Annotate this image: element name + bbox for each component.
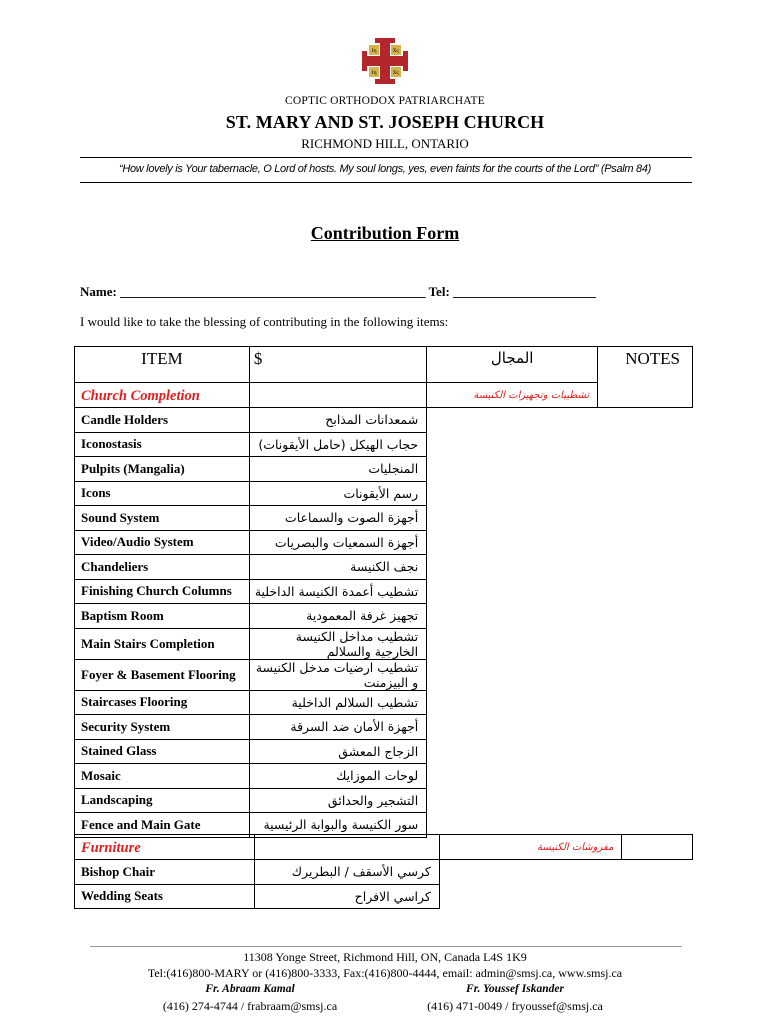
item-label: Chandeliers	[75, 555, 250, 580]
table-row	[75, 739, 693, 764]
item-label: Bishop Chair	[75, 860, 255, 885]
item-label-ar: كراسي الافراح	[255, 884, 440, 909]
item-label-ar: تشطيب أعمدة الكنيسة الداخلية	[249, 579, 426, 604]
table-row	[75, 555, 693, 580]
item-label: Candle Holders	[75, 408, 250, 433]
section-row	[75, 835, 693, 860]
name-tel-field[interactable]: Name: _______________________________________________ Tel: ______________________	[80, 284, 597, 299]
item-label: Foyer & Basement Flooring	[75, 659, 250, 690]
church-name: ST. MARY AND ST. JOSEPH CHURCH	[225, 112, 545, 132]
table-row	[75, 604, 693, 629]
item-label-ar: التشجير والحدائق	[249, 788, 426, 813]
section-title: Furniture	[75, 835, 255, 860]
table-row	[75, 579, 693, 604]
item-label-ar: كرسي الأسقف / البطريرك	[255, 860, 440, 885]
item-label: Fence and Main Gate	[75, 813, 250, 838]
item-label-ar: حجاب الهيكل (حامل الأيقونات)	[249, 432, 426, 457]
item-label: Pulpits (Mangalia)	[75, 457, 250, 482]
amount-cell[interactable]	[249, 383, 426, 408]
svg-text:Ιη: Ιη	[371, 70, 377, 76]
header-arabic: المجال	[427, 347, 598, 383]
header-dollar: $	[249, 347, 426, 383]
footer-address: 11308 Yonge Street, Richmond Hill, ON, Canada L4S 1K9	[243, 950, 527, 964]
header-item: ITEM	[75, 347, 250, 383]
item-label-ar: شمعدانات المذابح	[249, 408, 426, 433]
church-location: RICHMOND HILL, ONTARIO	[301, 136, 469, 151]
item-label: Staircases Flooring	[75, 690, 250, 715]
table-row	[75, 884, 693, 909]
patriarchate-heading: COPTIC ORTHODOX PATRIARCHATE	[284, 95, 485, 107]
header-divider-bottom	[80, 182, 692, 183]
psalm-quote: “How lovely is Your tabernacle, O Lord of hosts. My soul longs, yes, even faints for the courts of the Lord” (Psalm 84)	[118, 163, 652, 175]
footer-contact: Tel:(416)800-MARY or (416)800-3333, Fax:(416)800-4444, email: admin@smsj.ca, www.smsj.ca	[147, 966, 623, 980]
coptic-cross-logo	[361, 37, 409, 85]
table-row	[75, 530, 693, 555]
table-header-row	[75, 347, 693, 383]
footer-divider	[90, 946, 682, 947]
item-label: Video/Audio System	[75, 530, 250, 555]
contribution-table-furniture	[74, 834, 693, 909]
table-row	[75, 506, 693, 531]
svg-text:Χς: Χς	[392, 48, 400, 54]
svg-text:Χς: Χς	[392, 70, 400, 76]
item-label-ar: أجهزة السمعيات والبصريات	[249, 530, 426, 555]
table-row	[75, 715, 693, 740]
section-title-ar: مفروشات الكنيسة	[439, 835, 622, 860]
priest-name-2: Fr. Youssef Iskander	[466, 983, 564, 995]
item-label: Security System	[75, 715, 250, 740]
item-label: Landscaping	[75, 788, 250, 813]
item-label-ar: تجهيز غرفة المعمودية	[249, 604, 426, 629]
section-title: Church Completion	[75, 383, 250, 408]
item-label-ar: لوحات الموزايك	[249, 764, 426, 789]
item-label: Wedding Seats	[75, 884, 255, 909]
table-row	[75, 788, 693, 813]
item-label: Finishing Church Columns	[75, 579, 250, 604]
item-label-ar: نجف الكنيسة	[249, 555, 426, 580]
item-label-ar: المنجليات	[249, 457, 426, 482]
notes-cell[interactable]	[622, 835, 693, 860]
header-divider-top	[80, 157, 692, 158]
amount-cell[interactable]	[255, 835, 440, 860]
priest-contact-1: (416) 274-4744 / frabraam@smsj.ca	[162, 999, 338, 1013]
item-label: Iconostasis	[75, 432, 250, 457]
contribution-table-church	[74, 346, 693, 838]
table-row	[75, 659, 693, 690]
item-label-ar: تشطيب السلالم الداخلية	[249, 690, 426, 715]
item-label-ar: تشطيب ارضيات مدخل الكنيسة و البيزمنت	[249, 659, 426, 690]
table-row	[75, 860, 693, 885]
table-row	[75, 457, 693, 482]
form-title: Contribution Form	[310, 223, 460, 243]
table-row	[75, 628, 693, 659]
item-label: Baptism Room	[75, 604, 250, 629]
table-row	[75, 432, 693, 457]
svg-text:Ιη: Ιη	[371, 48, 377, 54]
priest-name-1: Fr. Abraam Kamal	[205, 983, 295, 995]
priest-contact-2: (416) 471-0049 / fryoussef@smsj.ca	[427, 999, 603, 1013]
header-notes[interactable]: NOTES	[598, 347, 693, 408]
item-label: Icons	[75, 481, 250, 506]
item-label: Main Stairs Completion	[75, 628, 250, 659]
item-label-ar: أجهزة الأمان ضد السرقة	[249, 715, 426, 740]
section-title-ar: تشطيبات وتجهيزات الكنيسة	[427, 383, 598, 408]
table-row	[75, 690, 693, 715]
item-label-ar: أجهزة الصوت والسماعات	[249, 506, 426, 531]
item-label-ar: تشطيب مداخل الكنيسة الخارجية والسلالم	[249, 628, 426, 659]
table-row	[75, 764, 693, 789]
table-row	[75, 408, 693, 433]
item-label: Stained Glass	[75, 739, 250, 764]
item-label-ar: رسم الأيقونات	[249, 481, 426, 506]
blessing-instruction: I would like to take the blessing of contributing in the following items:	[80, 314, 449, 329]
table-row	[75, 481, 693, 506]
item-label-ar: سور الكنيسة والبوابة الرئيسية	[249, 813, 426, 838]
item-label: Sound System	[75, 506, 250, 531]
item-label-ar: الزجاج المعشق	[249, 739, 426, 764]
item-label: Mosaic	[75, 764, 250, 789]
